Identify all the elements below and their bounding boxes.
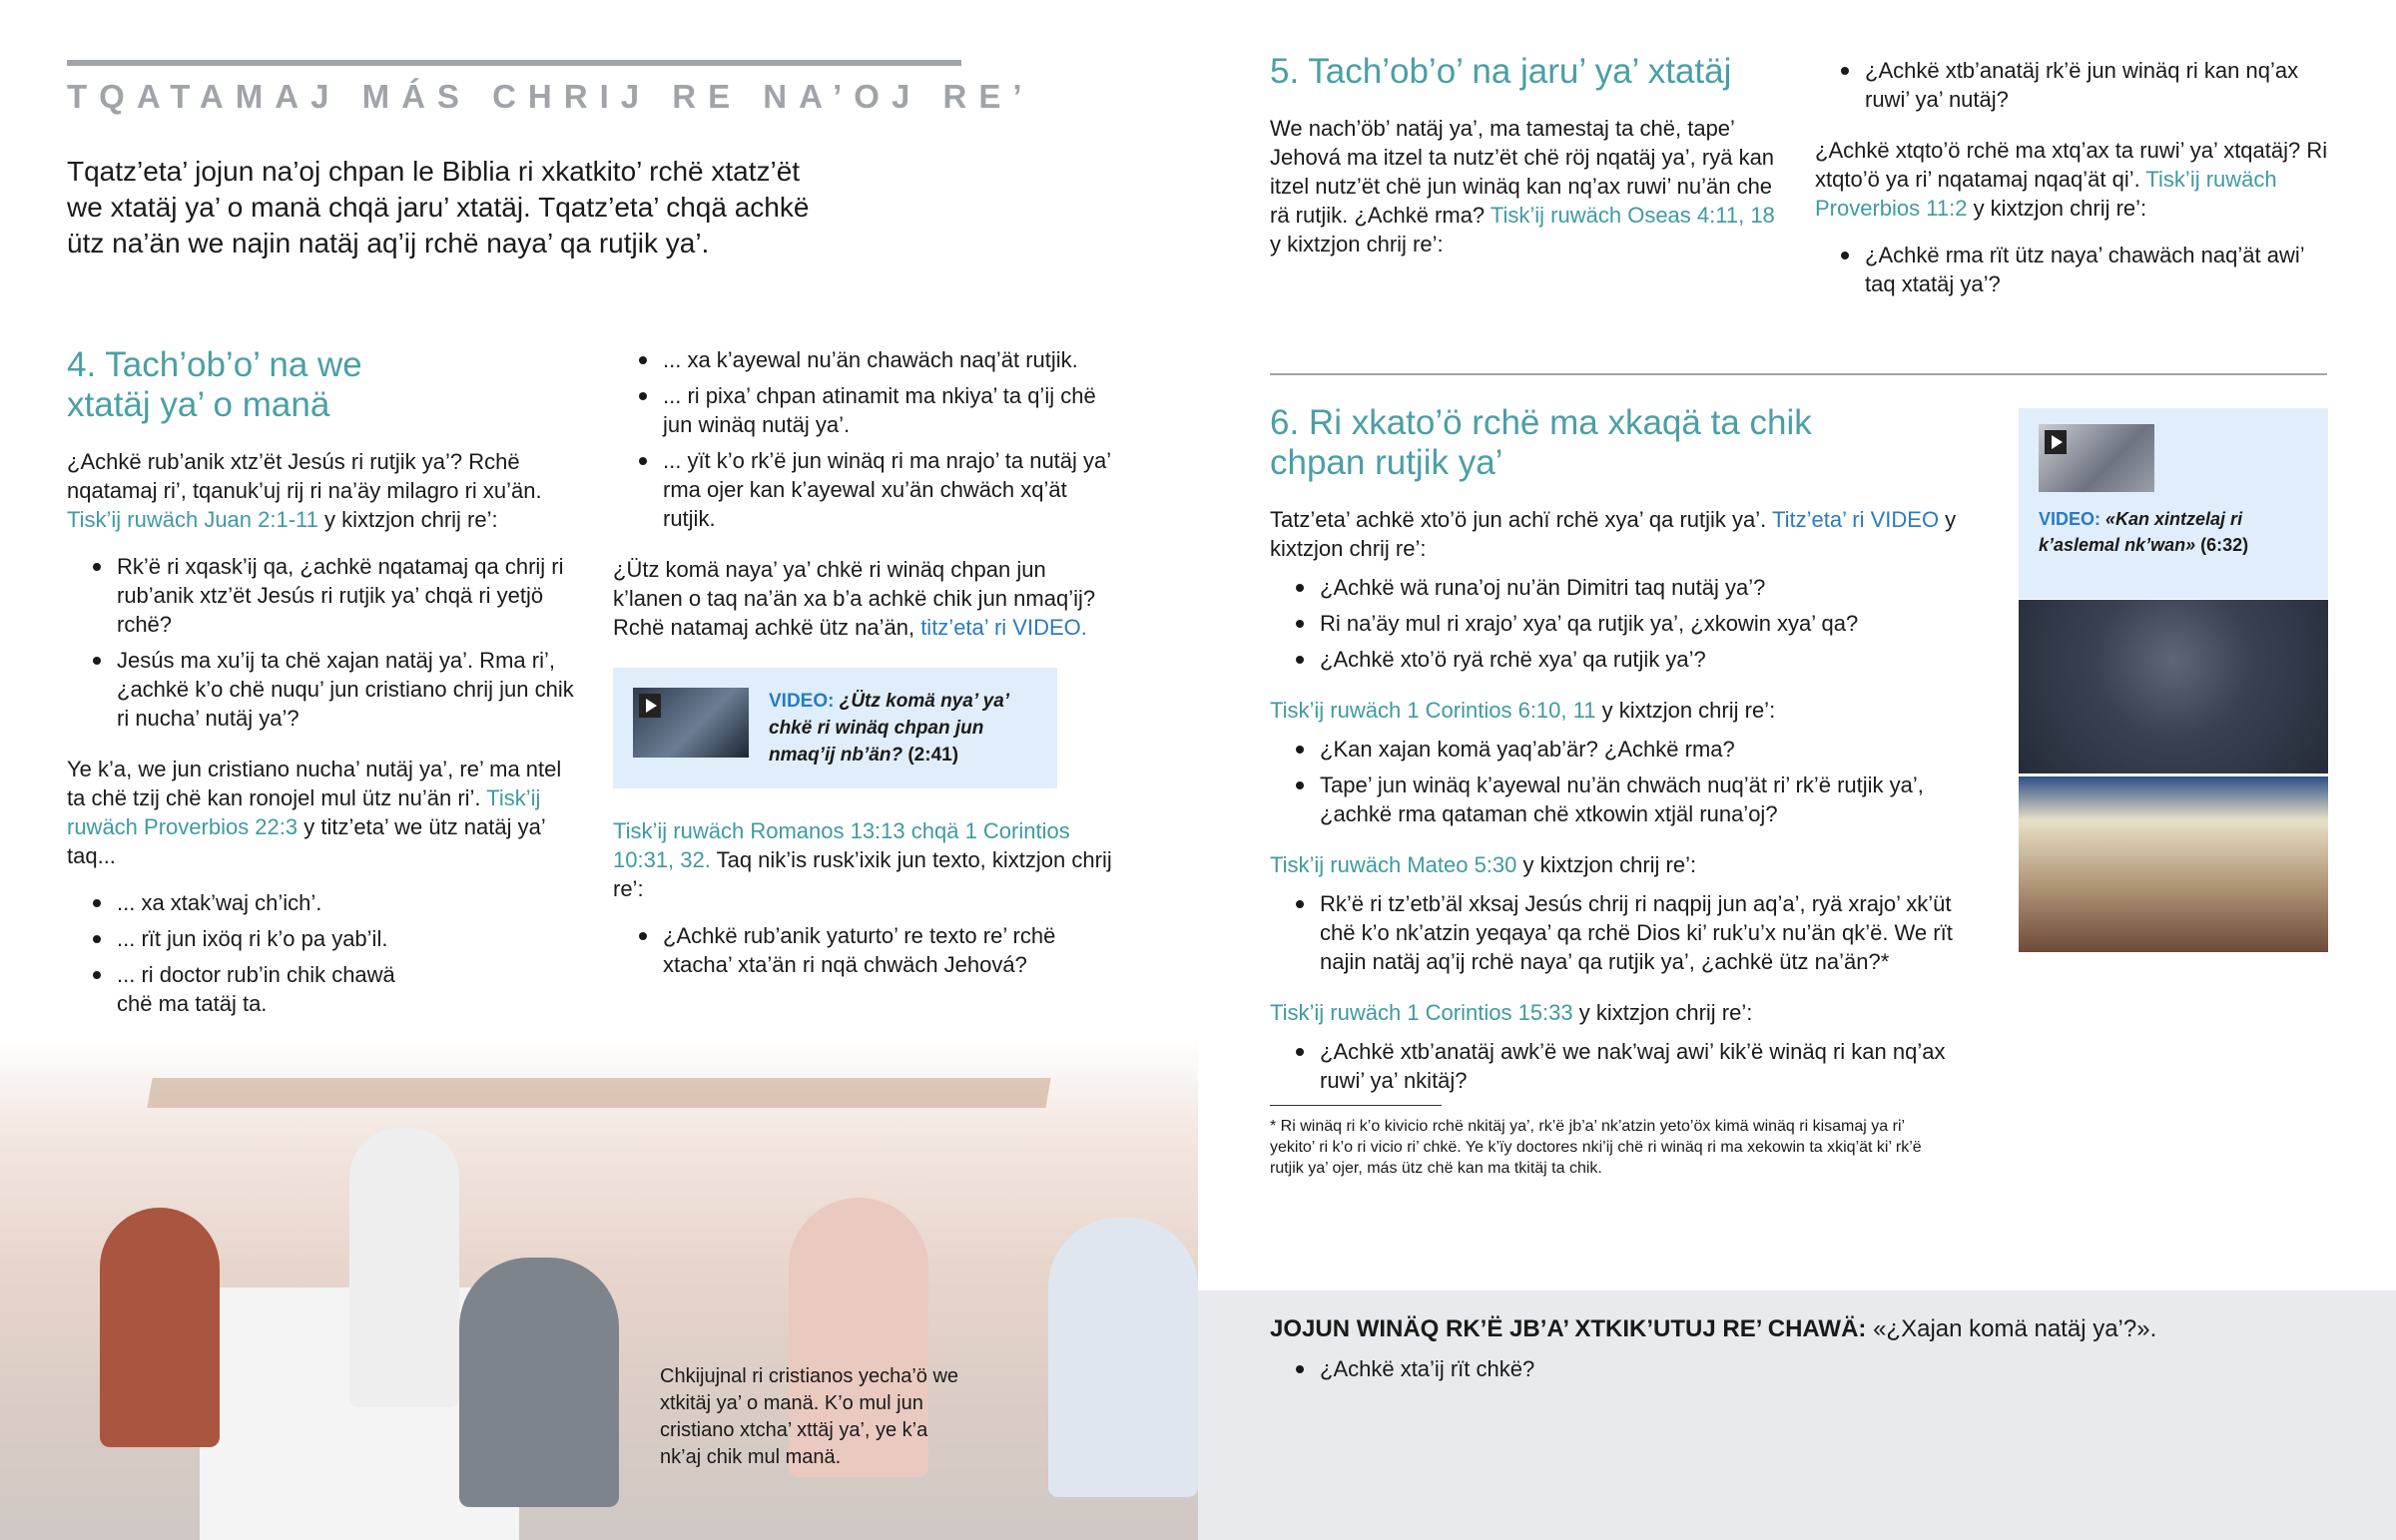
s5-paragraph-1: We nach’öb’ natäj ya’, ma tamestaj ta chë, tape’ Jehová ma itzel ta nutz’ët chë röj nqatäj ya’, ryä kan itzel nutz’ët chë jun winäq kan nq’ax ruwi’ nu’än che rä rutjik. ¿Achkë rma? Tisk’ij ruwäch Oseas 4:11, 18 y kixtzjon chrij re’:: [1270, 116, 1775, 257]
footnote: * Ri winäq ri k’o kivicio rchë nkitäj ya’, rk’ë jb’a’ nk’atzin yeto’öx kimä winäq ri kisamaj ya ri’ yekito’ ri k’o ri vicio ri’ chkë. Ye k’ïy doctores nki’ij chë ri winäq ri ma xekowin ta xkiq’ät ki’ rk’ë rutjik ya’ ojer, más ütz chë kan ma tkitäj ta chik.: [1270, 1118, 1922, 1177]
s4-questions-1: [93, 552, 576, 733]
list-item: ¿Achkë xto’ö ryä rchë xya’ qa rutjik ya’?: [1296, 645, 1969, 674]
s6-ref-4: Tisk’ij ruwäch 1 Corintios 15:33 y kixtzjon chrij re’:: [1270, 1000, 1753, 1025]
list-item: Ri na’äy mul ri xrajo’ xya’ qa rutjik ya’, ¿xkowin xya’ qa?: [1296, 609, 1969, 638]
list-item: ... xa xtak’waj ch’ich’.: [93, 888, 576, 917]
s4-conditions-1: [93, 888, 576, 1018]
list-item: Rk’ë ri xqask’ij qa, ¿achkë nqatamaj qa chrij ri rub’anik xtz’ët Jesús ri rutjik ya’ chqä ri yetjö rchë?: [93, 552, 576, 639]
section-4-col-1: [67, 345, 576, 1040]
intro-paragraph: Tqatz’eta’ jojun na’oj chpan le Biblia ri xkatkito’ rchë xtatz’ët we xtatäj ya’ o manä chqä jaru’ xtatäj. Tqatz’eta’ chqä achkë ütz na’än we najin natäj aq’ij rchë naya’ qa rutjik ya’.: [67, 156, 810, 258]
s5-questions-1: [1841, 56, 2330, 114]
video-thumbnail[interactable]: [633, 688, 749, 758]
scripture-link-romanos[interactable]: Tisk’ij ruwäch Romanos 13:13 chqä 1 Corintios 10:31, 32.: [613, 818, 1070, 872]
s4-questions-2: [639, 921, 1112, 979]
list-item: ¿Achkë rub’anik yaturto’ re texto re’ rchë xtacha’ xta’än ri nqä chwäch Jehová?: [639, 921, 1112, 979]
top-rule: [67, 60, 961, 66]
section-4-title: 4. Tach’ob’o’ na we xtatäj ya’ o manä: [67, 345, 362, 424]
video-link[interactable]: titz’eta’ ri VIDEO.: [920, 615, 1087, 640]
list-item: Jesús ma xu’ij ta chë xajan natäj ya’. Rma ri’, ¿achkë k’o chë nuqu’ jun cristiano chrij jun chik ri nucha’ nutäj ya’?: [93, 646, 576, 733]
photo-man-drinking: [2019, 600, 2328, 773]
play-icon: [2045, 430, 2067, 454]
section-5-col-1: [1270, 52, 1785, 276]
s4-paragraph-1: ¿Achkë rub’anik xtz’ët Jesús ri rutjik ya’? Rchë nqatamaj ri’, tqanuk’uj rij ri na’äy milagro ri xu’än. Tisk’ij ruwäch Juan 2:1-11 y kixtzjon chrij re’:: [67, 449, 542, 532]
s6-questions-4: [1296, 1037, 1969, 1095]
list-item: ... xa k’ayewal nu’än chawäch naq’ät rutjik.: [639, 345, 1112, 374]
section-5-title: 5. Tach’ob’o’ na jaru’ ya’ xtatäj: [1270, 52, 1732, 91]
illustration-caption: Chkijujnal ri cristianos yecha’ö we xtkitäj ya’ o manä. K’o mul jun cristiano xtcha’ xttäj ya’, ye k’a nk’aj chik mul manä.: [660, 1365, 959, 1468]
list-item: ... yït k’o rk’ë jun winäq ri ma nrajo’ ta nutäj ya’ rma ojer kan k’ayewal xu’än chwäch xq’ät rutjik.: [639, 446, 1112, 533]
scripture-link-juan[interactable]: Tisk’ij ruwäch Juan 2:1-11: [67, 507, 318, 532]
bottom-questions: [1296, 1354, 2324, 1383]
scripture-link-1cor-6[interactable]: Tisk’ij ruwäch 1 Corintios 6:10, 11: [1270, 698, 1596, 723]
list-item: ¿Achkë xtb’anatäj rk’ë jun winäq ri kan nq’ax ruwi’ ya’ nutäj?: [1841, 56, 2330, 114]
list-item: Rk’ë ri tz’etb’äl xksaj Jesús chrij ri naqpij jun aq’a’, ryä xrajo’ xk’üt chë k’o nk’atzin yeqaya’ qa rchë Dios ki’ ruk’u’x nu’än qk’ë. We rït najin natäj aq’ij rchë naya’ qa rutjik ya’, ¿achkë ütz na’än?*: [1296, 889, 1969, 976]
video-box-2[interactable]: [2019, 408, 2328, 599]
scripture-link-oseas[interactable]: Tisk’ij ruwäch Oseas 4:11, 18: [1490, 203, 1775, 228]
video-title[interactable]: VIDEO: «Kan xintzelaj ri k’aslemal nk’wan» (6:32): [2039, 509, 2249, 555]
footnote-rule: [1270, 1105, 1442, 1106]
s4-paragraph-4: Tisk’ij ruwäch Romanos 13:13 chqä 1 Corintios 10:31, 32. Taq nik’is rusk’ixik jun texto, kixtzjon chrij re’:: [613, 818, 1112, 901]
s5-paragraph-2: ¿Achkë xtqto’ö rchë ma xtq’ax ta ruwi’ ya’ xtqatäj? Ri xtqto’ö ya ri’ nqatamaj nqaq’ät qi’. Tisk’ij ruwäch Proverbios 11:2 y kixtzjon chrij re’:: [1815, 138, 2328, 221]
section-4-col-2: [613, 345, 1112, 1001]
s6-questions-1: [1296, 573, 1969, 674]
list-item: ¿Achkë xtb’anatäj awk’ë we nak’waj awi’ kik’ë winäq ri kan nq’ax ruwi’ ya’ nkitäj?: [1296, 1037, 1969, 1095]
list-item: Tape’ jun winäq k’ayewal nu’än chwäch nuq’ät ri’ rk’ë rutjik ya’, ¿achkë rma qataman chë xtkowin xtjäl runa’oj?: [1296, 770, 1969, 828]
list-item: ¿Achkë wä runa’oj nu’än Dimitri taq nutäj ya’?: [1296, 573, 1969, 602]
list-item: ... rït jun ixöq ri k’o pa yab’il.: [93, 924, 576, 953]
scripture-link-proverbios-22[interactable]: Tisk’ij ruwäch Proverbios 22:3: [67, 785, 541, 839]
bottom-heading: JOJUN WINÄQ RK’Ë JB’A’ XTKIK’UTUJ RE’ CHAWÄ: «¿Xajan komä natäj ya’?».: [1270, 1315, 2157, 1342]
s6-ref-3: Tisk’ij ruwäch Mateo 5:30 y kixtzjon chrij re’:: [1270, 852, 1697, 877]
section-6-title: 6. Ri xkato’ö rchë ma xkaqä ta chik chpan rutjik ya’: [1270, 403, 1812, 482]
s6-ref-2: Tisk’ij ruwäch 1 Corintios 6:10, 11 y kixtzjon chrij re’:: [1270, 698, 1776, 723]
list-item: ¿Achkë rma rït ütz naya’ chawäch naq’ät awi’ taq xtatäj ya’?: [1841, 241, 2330, 298]
section-5-col-2: [1815, 56, 2330, 320]
photo-family-studying: [2019, 776, 2328, 952]
restaurant-illustration: [0, 1038, 1198, 1540]
scripture-link-proverbios-11[interactable]: Tisk’ij ruwäch Proverbios 11:2: [1815, 167, 2277, 221]
list-item: ¿Kan xajan komä yaq’ab’är? ¿Achkë rma?: [1296, 735, 1969, 764]
play-icon: [639, 694, 661, 718]
scripture-link-1cor-15[interactable]: Tisk’ij ruwäch 1 Corintios 15:33: [1270, 1000, 1573, 1025]
s6-questions-3: [1296, 889, 1969, 976]
list-item: ... ri doctor rub’in chik chawä chë ma tatäj ta.: [93, 960, 432, 1018]
section-6-main: [1270, 403, 1969, 1179]
video-thumbnail[interactable]: [2039, 424, 2154, 492]
s5-questions-2: [1841, 241, 2330, 298]
bottom-question-band: [1198, 1290, 2396, 1540]
list-item: ¿Achkë xta’ij rït chkë?: [1296, 1354, 2324, 1383]
s6-paragraph-1: Tatz’eta’ achkë xto’ö jun achï rchë xya’ qa rutjik ya’. Titz’eta’ ri VIDEO y kixtzjon chrij re’:: [1270, 507, 1957, 561]
video-box-1[interactable]: [613, 668, 1057, 788]
scripture-link-mateo[interactable]: Tisk’ij ruwäch Mateo 5:30: [1270, 852, 1517, 877]
list-item: ... ri pixa’ chpan atinamit ma nkiya’ ta q’ij chë jun winäq nutäj ya’.: [639, 381, 1112, 439]
s4-paragraph-3: ¿Ütz komä naya’ ya’ chkë ri winäq chpan jun k’lanen o taq na’än xa b’a achkë chik jun nmaq’ij? Rchë natamaj achkë ütz na’än, titz’eta’ ri VIDEO.: [613, 557, 1096, 640]
video-title[interactable]: VIDEO: ¿Ütz komä nya’ ya’ chkë ri winäq chpan jun nmaq’ij nb’än? (2:41): [769, 691, 1009, 766]
kicker-heading: TQATAMAJ MÁS CHRIJ RE NA’OJ RE’: [67, 78, 1034, 115]
s6-questions-2: [1296, 735, 1969, 828]
s4-conditions-2: [639, 345, 1112, 533]
section-divider: [1270, 373, 2327, 375]
s4-paragraph-2: Ye k’a, we jun cristiano nucha’ nutäj ya’, re’ ma ntel ta chë tzij chë kan ronojel mul ütz nu’än ri’. Tisk’ij ruwäch Proverbios 22:3 y titz’eta’ we ütz natäj ya’ taq...: [67, 757, 562, 868]
video-link[interactable]: Titz’eta’ ri VIDEO: [1772, 507, 1940, 532]
